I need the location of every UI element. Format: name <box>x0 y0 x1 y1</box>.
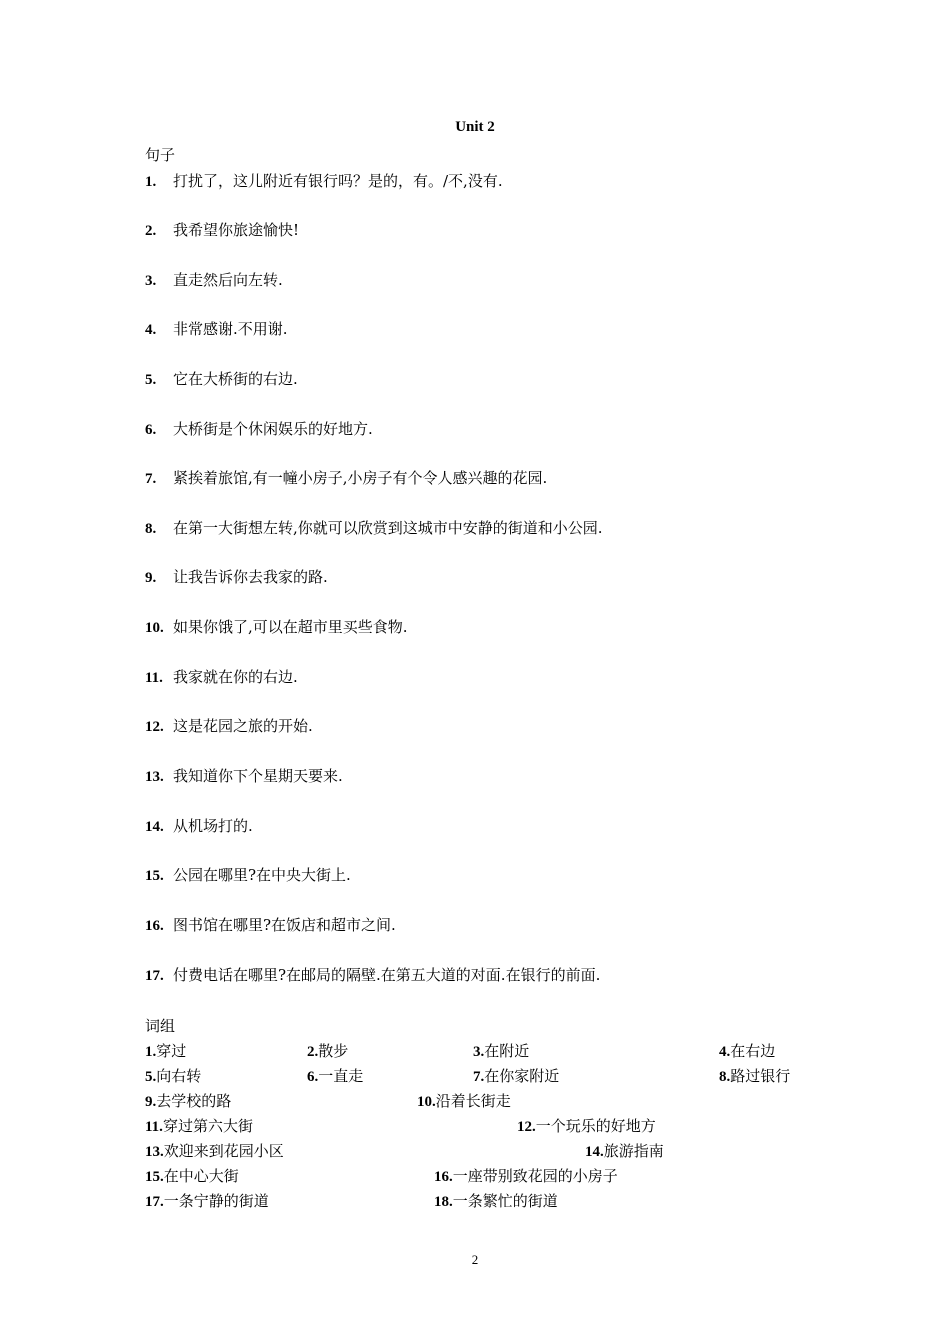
phrase-item <box>145 1140 284 1161</box>
sentence-text: 我知道你下个星期天要来. <box>173 767 343 785</box>
sentence-item <box>145 815 253 836</box>
sentence-number: 12. <box>145 719 164 735</box>
phrase-number: 10. <box>417 1094 436 1110</box>
sentence-item <box>145 914 396 935</box>
phrase-item <box>307 1065 363 1086</box>
sentence-text: 打扰了，这儿附近有银行吗？是的，有。/不,没有. <box>173 172 503 190</box>
phrase-text: 一个玩乐的好地方 <box>535 1117 656 1135</box>
phrase-text: 向右转 <box>156 1067 202 1085</box>
phrase-text: 一条繁忙的街道 <box>452 1192 558 1210</box>
phrase-number: 11. <box>145 1119 163 1135</box>
phrase-text: 一条宁静的街道 <box>163 1192 269 1210</box>
sentence-text: 紧挨着旅馆,有一幢小房子,小房子有个令人感兴趣的花园. <box>173 469 548 487</box>
phrase-number: 3. <box>473 1044 485 1060</box>
phrase-number: 16. <box>434 1169 453 1185</box>
phrase-text: 一直走 <box>318 1067 364 1085</box>
sentence-number: 7. <box>145 471 157 487</box>
phrase-item <box>145 1190 269 1211</box>
phrase-number: 18. <box>434 1194 453 1210</box>
sentence-item <box>145 864 351 885</box>
phrase-item <box>417 1090 511 1111</box>
phrase-number: 1. <box>145 1044 157 1060</box>
phrase-item <box>145 1165 239 1186</box>
phrase-item <box>517 1115 656 1136</box>
sentence-text: 我希望你旅途愉快! <box>173 221 300 239</box>
sentence-text: 从机场打的. <box>173 817 253 835</box>
phrase-item <box>719 1065 790 1086</box>
sentence-number: 9. <box>145 570 157 586</box>
sentence-number: 15. <box>145 868 164 884</box>
unit-title: Unit 2 <box>455 119 495 135</box>
phrase-text: 路过银行 <box>730 1067 791 1085</box>
sentence-item <box>145 269 283 290</box>
phrase-number: 15. <box>145 1169 164 1185</box>
phrase-number: 5. <box>145 1069 157 1085</box>
page-number: 2 <box>471 1252 479 1267</box>
phrase-text: 穿过 <box>156 1042 187 1060</box>
phrase-text: 沿着长街走 <box>435 1092 511 1110</box>
sentence-item <box>145 170 503 191</box>
sentence-number: 3. <box>145 273 157 289</box>
sentence-item <box>145 318 288 339</box>
sentence-text: 如果你饿了,可以在超市里买些食物. <box>173 618 408 636</box>
phrase-text: 欢迎来到花园小区 <box>163 1142 284 1160</box>
sentence-number: 11. <box>145 670 163 686</box>
phrase-item <box>145 1040 186 1061</box>
sentence-text: 图书馆在哪里?在饭店和超市之间. <box>173 916 396 934</box>
sentence-item <box>145 715 313 736</box>
phrase-number: 13. <box>145 1144 164 1160</box>
sentence-item <box>145 964 600 985</box>
sentence-text: 它在大桥街的右边. <box>173 370 298 388</box>
sentence-item <box>145 765 343 786</box>
phrase-text: 穿过第六大街 <box>162 1117 253 1135</box>
phrase-text: 在附近 <box>484 1042 530 1060</box>
sentence-number: 16. <box>145 918 164 934</box>
sentence-text: 直走然后向左转. <box>173 271 283 289</box>
sentence-number: 10. <box>145 620 164 636</box>
phrase-item <box>473 1065 559 1086</box>
sentence-item <box>145 219 299 240</box>
sentence-number: 2. <box>145 223 157 239</box>
phrase-item <box>145 1090 231 1111</box>
phrase-number: 6. <box>307 1069 319 1085</box>
phrase-number: 9. <box>145 1094 157 1110</box>
sentence-number: 1. <box>145 174 157 190</box>
sentence-item <box>145 566 328 587</box>
phrase-text: 在中心大街 <box>163 1167 239 1185</box>
sentence-item <box>145 418 373 439</box>
sentence-number: 14. <box>145 819 164 835</box>
sentence-number: 4. <box>145 322 157 338</box>
phrase-text: 旅游指南 <box>603 1142 664 1160</box>
sentence-number: 8. <box>145 521 157 537</box>
sentence-text: 非常感谢.不用谢. <box>173 320 288 338</box>
sentence-text: 让我告诉你去我家的路. <box>173 568 328 586</box>
phrase-number: 8. <box>719 1069 731 1085</box>
phrase-item <box>145 1065 201 1086</box>
sentence-number: 5. <box>145 372 157 388</box>
phrase-text: 去学校的路 <box>156 1092 232 1110</box>
sentence-item <box>145 467 547 488</box>
phrase-text: 在你家附近 <box>484 1067 560 1085</box>
sentence-text: 这是花园之旅的开始. <box>173 717 313 735</box>
phrase-text: 一座带别致花园的小房子 <box>452 1167 618 1185</box>
sentence-item <box>145 616 408 637</box>
phrase-item <box>585 1140 664 1161</box>
sentences-section-label: 句子 <box>145 146 176 164</box>
sentence-text: 付费电话在哪里?在邮局的隔壁.在第五大道的对面.在银行的前面. <box>173 966 601 984</box>
sentence-number: 13. <box>145 769 164 785</box>
phrase-item <box>473 1040 529 1061</box>
phrase-number: 12. <box>517 1119 536 1135</box>
phrase-number: 7. <box>473 1069 485 1085</box>
sentence-text: 在第一大街想左转,你就可以欣赏到这城市中安静的街道和小公园. <box>173 519 603 537</box>
sentence-item <box>145 517 603 538</box>
phrase-number: 4. <box>719 1044 731 1060</box>
sentence-number: 6. <box>145 422 157 438</box>
phrases-section-label: 词组 <box>145 1017 176 1035</box>
sentence-item <box>145 368 298 389</box>
phrase-item <box>434 1165 618 1186</box>
sentence-item <box>145 666 298 687</box>
phrase-number: 17. <box>145 1194 164 1210</box>
phrase-item <box>434 1190 558 1211</box>
sentence-text: 我家就在你的右边. <box>173 668 298 686</box>
sentence-text: 公园在哪里?在中央大街上. <box>173 866 351 884</box>
sentence-number: 17. <box>145 968 164 984</box>
phrase-item <box>719 1040 775 1061</box>
phrase-text: 散步 <box>318 1042 349 1060</box>
sentence-text: 大桥街是个休闲娱乐的好地方. <box>173 420 373 438</box>
phrase-number: 14. <box>585 1144 604 1160</box>
phrase-item <box>145 1115 253 1136</box>
phrase-text: 在右边 <box>730 1042 776 1060</box>
phrase-item <box>307 1040 348 1061</box>
phrase-number: 2. <box>307 1044 319 1060</box>
